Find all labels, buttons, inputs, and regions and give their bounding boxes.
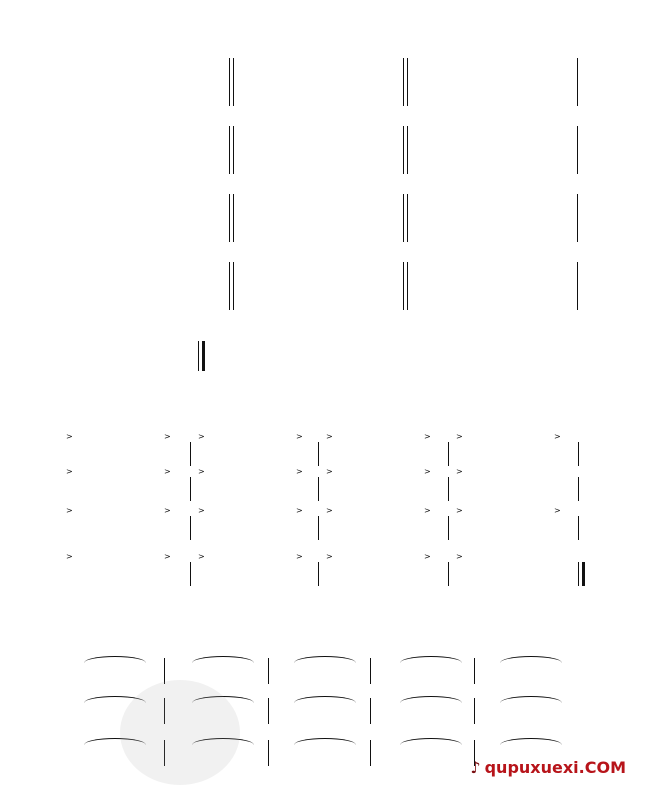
bar-line [318,477,319,501]
accent-mark: > [424,506,431,515]
accent-mark: > [424,467,431,476]
bar-line [229,194,230,242]
bar-line [403,262,404,310]
bar-line [577,262,578,310]
bar-line [578,477,579,501]
accent-mark: > [66,552,73,561]
accent-mark: > [326,432,333,441]
bar-line [407,262,408,310]
accent-mark: > [554,506,561,515]
bar-line [578,562,579,586]
bar-line [448,562,449,586]
accent-mark: > [198,506,205,515]
bar-line [448,442,449,466]
accent-mark: > [198,552,205,561]
bar-line [578,516,579,540]
bar-line [403,58,404,106]
section5-heading [80,622,96,635]
bar-line [190,477,191,501]
bar-line [268,658,269,684]
accent-mark: > [554,432,561,441]
bar-line [233,194,234,242]
slur-mark [400,656,462,663]
bar-line [268,740,269,766]
bar-line [370,658,371,684]
watermark-text: qupuxuexi.COM [484,758,626,777]
slur-mark [294,738,356,745]
bar-line [474,698,475,724]
accent-mark: > [66,506,73,515]
slur-mark [400,738,462,745]
final-bar-thick [202,341,205,371]
accent-mark: > [326,506,333,515]
bar-line [577,58,578,106]
bar-line [318,516,319,540]
slur-mark [294,656,356,663]
bar-line [190,516,191,540]
bar-line [577,194,578,242]
section4-line [0,467,646,507]
section4-heading [80,410,96,423]
accent-mark: > [164,467,171,476]
accent-mark: > [296,552,303,561]
bar-line [229,58,230,106]
accent-mark: > [326,552,333,561]
accent-mark: > [424,432,431,441]
bar-line [407,58,408,106]
accent-mark: > [424,552,431,561]
score-system [0,140,646,180]
accent-mark: > [456,506,463,515]
section5-line [0,700,646,728]
bar-line [318,562,319,586]
accent-mark: > [326,467,333,476]
accent-mark: > [456,552,463,561]
bar-line [474,658,475,684]
bar-line [403,126,404,174]
score-system [0,72,646,112]
final-bar-thin [198,341,199,371]
bar-line [190,442,191,466]
score-system [0,345,646,385]
watermark-stamp [120,680,240,785]
bar-line [448,477,449,501]
slur-mark [192,656,254,663]
bar-line [407,126,408,174]
accent-mark: > [164,432,171,441]
accent-mark: > [66,467,73,476]
slur-mark [84,656,146,663]
bar-line [190,562,191,586]
accent-mark: > [66,432,73,441]
accent-mark: > [296,506,303,515]
slur-mark [500,696,562,703]
accent-mark: > [198,467,205,476]
bar-line [164,658,165,684]
section4-line [0,506,646,546]
bar-line [578,442,579,466]
bar-line [268,698,269,724]
bar-line [370,740,371,766]
score-system [0,276,646,316]
section4-line [0,552,646,592]
slur-mark [400,696,462,703]
section5-line [0,660,646,688]
final-bar-thick [582,562,585,586]
bar-line [318,442,319,466]
accent-mark: > [198,432,205,441]
accent-mark: > [456,467,463,476]
slur-mark [500,738,562,745]
section4-line [0,432,646,472]
accent-mark: > [296,467,303,476]
bar-line [577,126,578,174]
bar-line [448,516,449,540]
accent-mark: > [164,506,171,515]
accent-mark: > [456,432,463,441]
bar-line [233,126,234,174]
bar-line [407,194,408,242]
slur-mark [294,696,356,703]
slur-mark [500,656,562,663]
bar-line [233,58,234,106]
site-watermark [470,758,626,777]
bar-line [229,126,230,174]
accent-mark: > [164,552,171,561]
bar-line [403,194,404,242]
score-system [0,208,646,248]
bar-line [229,262,230,310]
accent-mark: > [296,432,303,441]
watermark-logo-icon: ♪ [470,758,481,777]
bar-line [370,698,371,724]
bar-line [233,262,234,310]
